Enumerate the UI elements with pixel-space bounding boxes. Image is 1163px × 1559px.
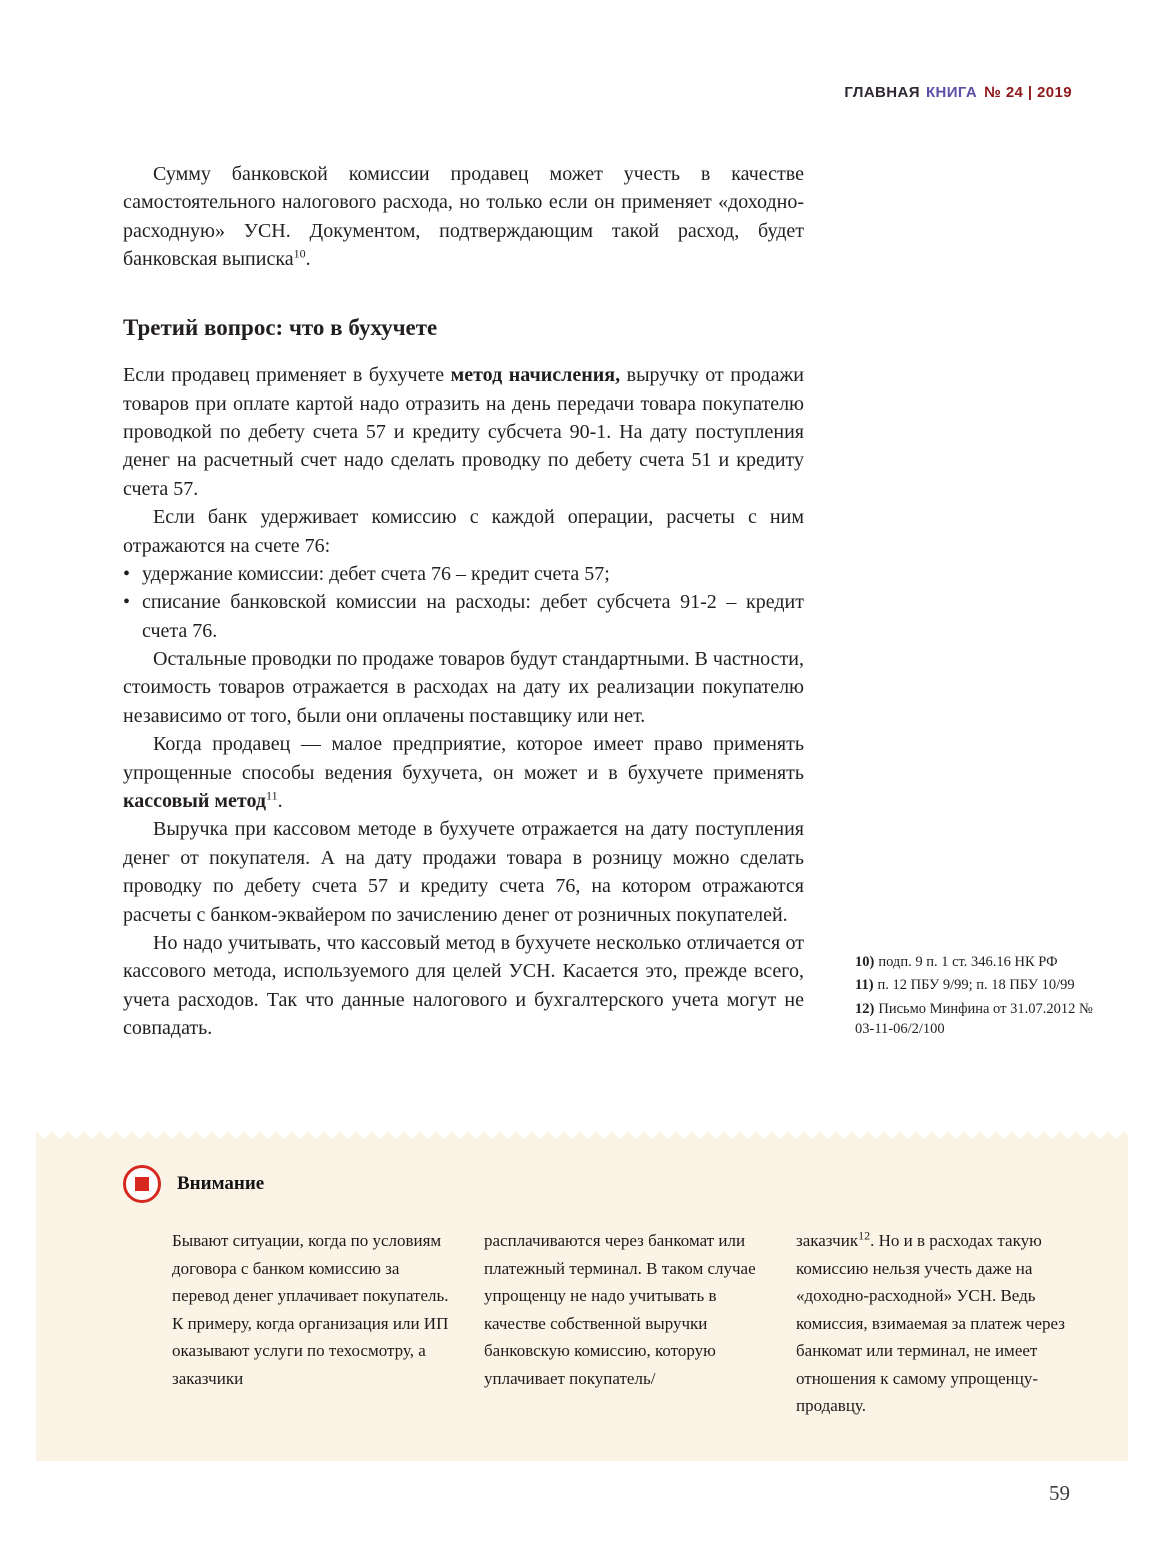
footnote bbox=[855, 999, 1097, 1040]
footnote-number: 11) bbox=[855, 977, 874, 994]
brand-name-part2: КНИГА bbox=[925, 84, 978, 101]
paragraph-revenue: Выручка при кассовом методе в бухучете отражается на дату поступления денег от покупателя. А на дату продажи товара в розницу можно сделать проводку по дебету счета 57 и кредиту счета 76, на котором отражаются расчеты с банком-эквайером по зачислению денег от розничных покупателей. bbox=[123, 818, 804, 926]
intro-paragraph bbox=[123, 160, 804, 274]
footnote-number: 10) bbox=[855, 954, 875, 970]
accrual-method-term: метод начисления, bbox=[450, 364, 621, 387]
section-heading: Третий вопрос: что в бухучете bbox=[123, 314, 438, 340]
attention-header bbox=[36, 1139, 1128, 1203]
footnote-text: подп. 9 п. 1 ст. 346.16 НК РФ bbox=[878, 954, 1058, 970]
footnote bbox=[855, 952, 1097, 972]
attention-title: Внимание bbox=[177, 1173, 265, 1194]
footnote-ref-11: 11 bbox=[266, 788, 278, 803]
page-header bbox=[844, 84, 1072, 101]
attention-column-1: Бывают ситуации, когда по условиям договора с банком комиссию за перевод денег уплачивает покупатель. К примеру, когда организация или ИП оказывают услуги по техосмотру, а заказчики bbox=[172, 1231, 449, 1388]
attention-icon bbox=[123, 1165, 161, 1203]
intro-text-end: . bbox=[305, 248, 311, 271]
bullet-text: списание банковской комиссии на расходы: дебет субсчета 91-2 – кредит счета 76. bbox=[142, 591, 804, 642]
attention-column-3 bbox=[796, 1227, 1088, 1420]
paragraph-text: Когда продавец — малое предприятие, которое имеет право применять упрощенные способы ведения бухучета, он может и в бухучете применять bbox=[123, 733, 804, 784]
footnote-ref-12: 12 bbox=[858, 1228, 871, 1243]
bullet-text: удержание комиссии: дебет счета 76 – кредит счета 57; bbox=[142, 562, 610, 585]
bullet-icon: • bbox=[123, 562, 131, 585]
paragraph-text: выручку от продажи товаров при оплате картой надо отразить на день передачи товара покупателю проводкой по дебету счета 57 и кредиту субсчета 90-1. На дату поступления денег на расчетный счет надо сделать проводку по дебету счета 51 и кредиту счета 57. bbox=[123, 364, 804, 500]
bullet-item bbox=[123, 588, 804, 645]
footnote-number: 12) bbox=[855, 1000, 875, 1017]
attention-columns bbox=[36, 1203, 1128, 1420]
paragraph-cash-method bbox=[123, 730, 804, 815]
main-text-column bbox=[123, 160, 804, 1043]
bullet-item bbox=[123, 560, 804, 588]
paragraph-bank-commission: Если банк удерживает комиссию с каждой операции, расчеты с ним отражаются на счете 76: bbox=[123, 506, 804, 557]
paragraph-accrual-method bbox=[123, 361, 804, 503]
paragraph-difference: Но надо учитывать, что кассовый метод в бухучете несколько отличается от кассового метода, используемого для целей УСН. Касается это, прежде всего, учета расходов. Так что данные налогового и бухгалтерского учета могут не совпадать. bbox=[123, 931, 804, 1040]
paragraph-text-end: . bbox=[277, 790, 283, 813]
brand-name-part1: ГЛАВНАЯ bbox=[844, 84, 920, 101]
attention-box bbox=[36, 1139, 1128, 1461]
attention-column-2: расплачиваются через банкомат или платежный терминал. В таком случае упрощенцу не надо учитывать в качестве собственной выручки банковскую комиссию, которую уплачивает покупатель/ bbox=[484, 1231, 756, 1388]
footnote-ref-10: 10 bbox=[293, 246, 306, 261]
bullet-icon: • bbox=[123, 591, 131, 614]
footnote-text: Письмо Минфина от 31.07.2012 № 03-11-06/2/100 bbox=[855, 1000, 1093, 1037]
attention-col3-text: заказчик bbox=[796, 1231, 859, 1250]
cash-method-term: кассовый метод bbox=[123, 790, 267, 813]
issue-number: № 24 | 2019 bbox=[984, 84, 1072, 101]
paragraph-text: Если продавец применяет в бухучете bbox=[123, 364, 451, 387]
footnote-text: п. 12 ПБУ 9/99; п. 18 ПБУ 10/99 bbox=[877, 977, 1075, 994]
attention-col3-text-end: . Но и в расходах такую комиссию нельзя учесть даже на «доходно-расходной» УСН. Ведь комиссия, взимаемая за платеж через банкомат или терминал, не имеет отношения к самому упрощенцу-продавцу. bbox=[796, 1231, 1065, 1416]
page-number: 59 bbox=[1049, 1481, 1070, 1505]
footnote bbox=[855, 975, 1097, 995]
margin-footnotes bbox=[855, 952, 1097, 1042]
intro-text: Сумму банковской комиссии продавец может учесть в качестве самостоятельного налогового расхода, но только если он применяет «доходно-расходную» УСН. Документом, подтверждающим такой расход, будет банковская выписка bbox=[123, 163, 804, 271]
paragraph-standard-postings: Остальные проводки по продаже товаров будут стандартными. В частности, стоимость товаров отражается в расходах на дату их реализации покупателю независимо от того, были они оплачены поставщику или нет. bbox=[123, 648, 804, 727]
